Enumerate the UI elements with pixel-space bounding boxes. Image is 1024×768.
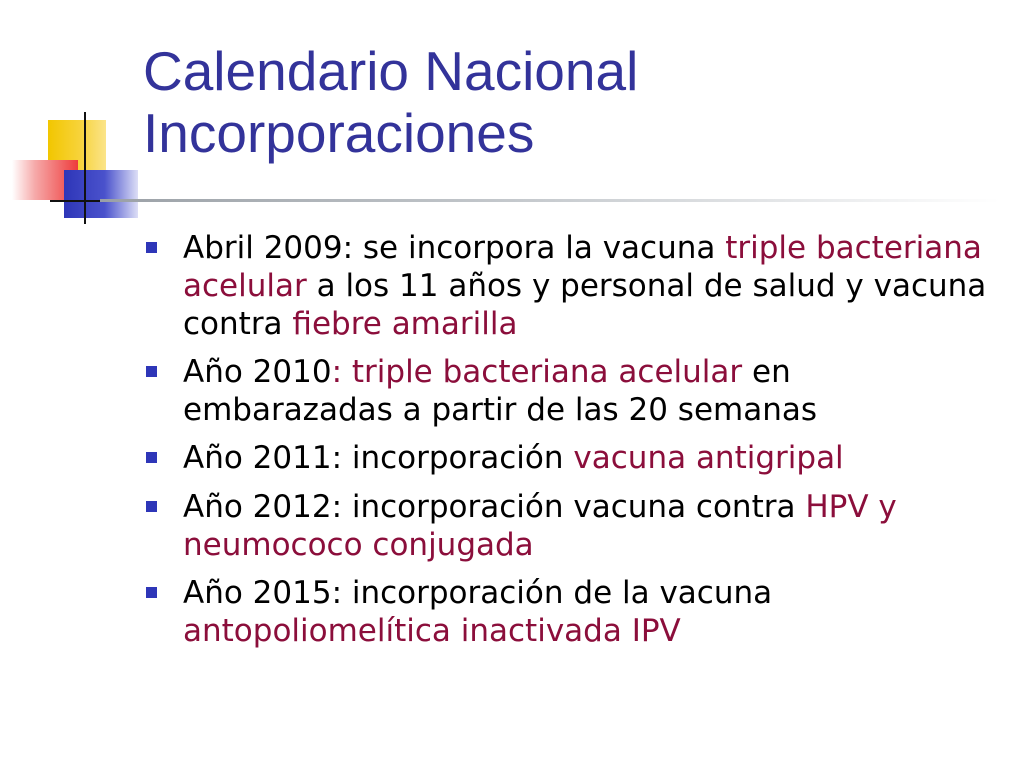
blue-square-decoration — [64, 170, 138, 218]
bullet-highlight-text: : triple bacteriana acelular — [331, 354, 743, 390]
bullet-item-2009 — [183, 229, 1003, 343]
slide-title-line-2: Incorporaciones — [143, 102, 535, 164]
square-bullet-icon — [146, 587, 157, 598]
bullet-highlight-text: vacuna antigripal — [573, 440, 844, 476]
bullet-text-part: Año 2015: incorporación de la vacuna — [183, 575, 773, 611]
decorative-squares-graphic — [0, 0, 150, 240]
square-bullet-icon — [146, 452, 157, 463]
bullet-highlight-text: HPV y neumococo conjugada — [183, 489, 897, 563]
bullet-highlight-text: antopoliomelítica inactivada IPV — [183, 613, 681, 649]
bullet-text-part: Año 2011: incorporación — [183, 440, 574, 476]
square-bullet-icon — [146, 366, 157, 377]
bullet-text-part: Año 2010 — [183, 354, 332, 390]
bullet-item-2012 — [183, 488, 1003, 564]
bullet-text-part: a los 11 años y personal de salud y vacuna contra — [183, 268, 987, 342]
slide-title — [143, 40, 638, 164]
slide-title-line-1: Calendario Nacional — [143, 40, 639, 102]
bullet-item-2010 — [183, 353, 1003, 429]
square-bullet-icon — [146, 501, 157, 512]
bullet-highlight-text: fiebre amarilla — [292, 306, 518, 342]
vertical-crossline-decoration — [84, 112, 86, 224]
square-bullet-icon — [146, 242, 157, 253]
bullet-text-part: Abril 2009: se incorpora la vacuna — [183, 230, 726, 266]
bullet-item-2011 — [183, 439, 1003, 477]
title-separator-line — [100, 199, 1000, 202]
bullet-text-part: en embarazadas a partir de las 20 semanas — [183, 354, 818, 428]
bullet-highlight-text: triple bacteriana acelular — [183, 230, 982, 304]
bullet-item-2015 — [183, 574, 1003, 650]
bullet-text-part: Año 2012: incorporación vacuna contra — [183, 489, 806, 525]
